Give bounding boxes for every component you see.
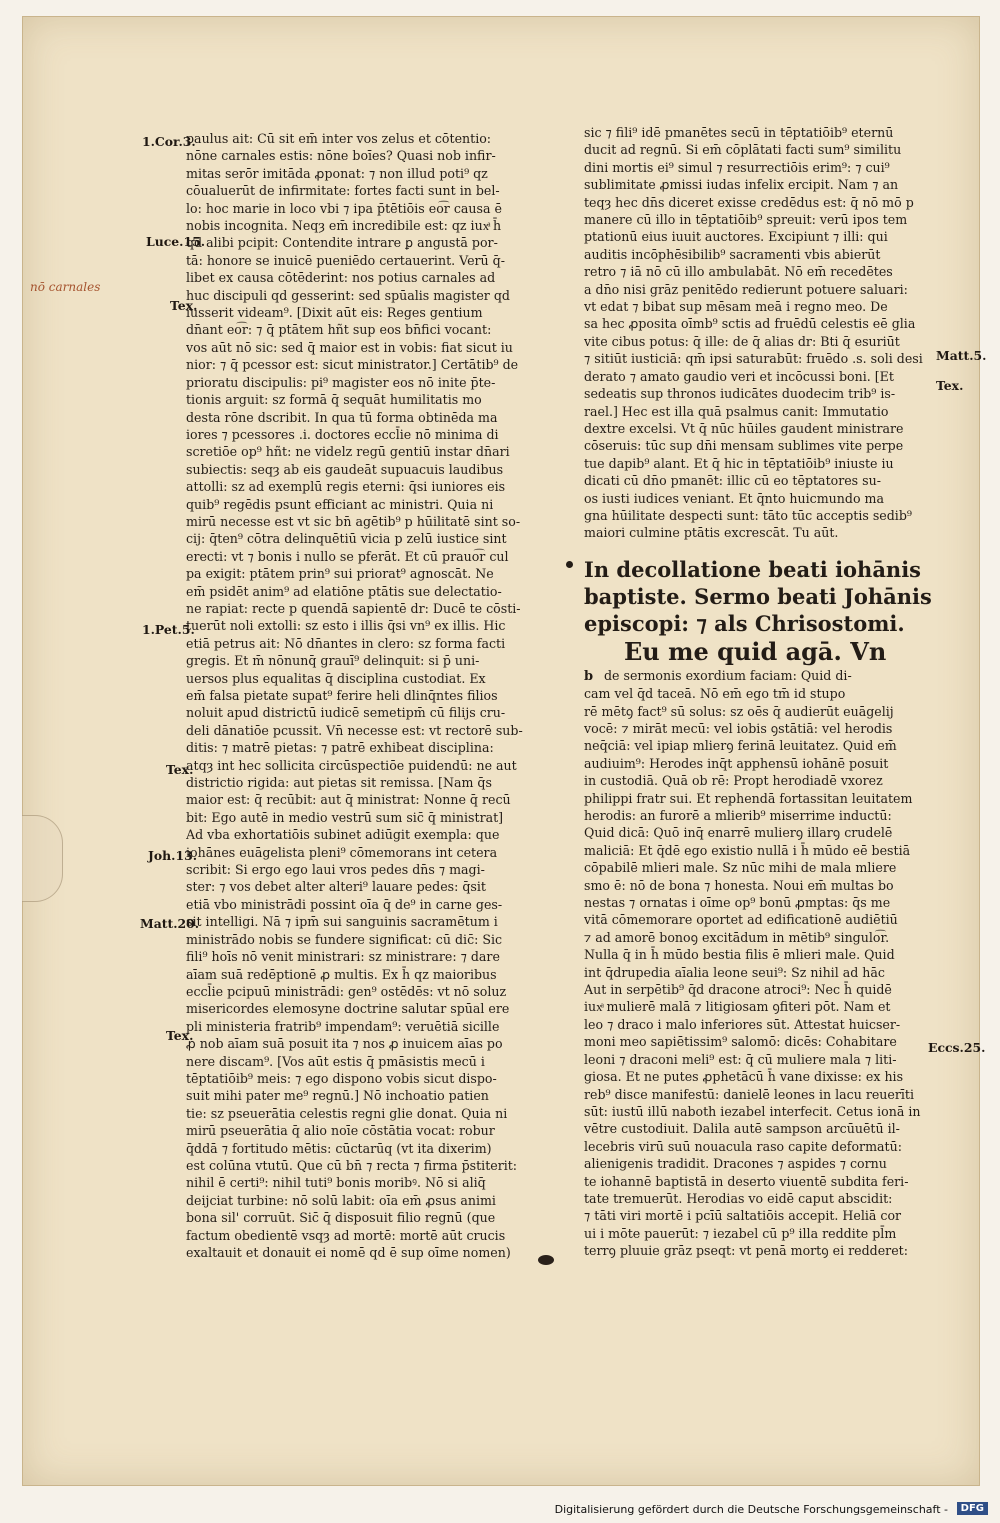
margin-reference-lm5: Tex. [166, 762, 194, 777]
text-line-content: giosa. Et ne putes ꝓphetācū h̄ vane dixisse: ex his [584, 1069, 904, 1085]
text-line-content: cōpabilē mlieri male. Sz nūc mihi de mala mliere [584, 860, 897, 876]
text-line: qd alibi pcipit: Contendite intrare ꝑ angustā por- [186, 235, 498, 251]
text-line [584, 1016, 944, 1033]
text-line: ditis: ⁊ matrē pietas: ⁊ patrē exhibeat disciplina: [186, 740, 494, 756]
text-line-content: de sermonis exordium faciam: Quid di- [604, 667, 852, 683]
bleed-through-header [210, 82, 970, 110]
text-line [584, 929, 944, 946]
text-line: huc discipuli qd gesserint: sed spūalis magister qd [186, 287, 510, 303]
text-line [584, 807, 944, 824]
paragraph-bullet [566, 561, 573, 568]
text-line: dicati cū dn̄o pmanēt: illic cū eo tēptatores su- [584, 473, 881, 489]
text-line-content: Quid dicā: Quō inq̄ enarrē mulierꝯ illarꝯ crudelē [584, 825, 893, 841]
text-line: eccl̄ie pcipuū ministrādi: gen⁹ ostēdēs: vt nō soluz [186, 983, 507, 999]
text-line [584, 703, 944, 720]
margin-reference-lm7: Matt.20. [140, 916, 200, 931]
text-line: ministrādo nobis se fundere significat: cū dic̄: Sic [186, 931, 503, 947]
margin-reference-lm6: Joh.13. [148, 848, 198, 863]
text-line: gregis. Et m̄ nōnunq̄ grauī⁹ delinquit: si p̄ uni- [186, 653, 480, 669]
text-line-content: leoni ⁊ draconi meli⁹ est: q̄ cū muliere mala ⁊ liti- [584, 1051, 897, 1067]
text-line: quib⁹ regēdis psunt efficiant ac ministri. Quia ni [186, 496, 494, 512]
page-clip-shadow [22, 815, 63, 902]
margin-reference-rm1: Matt.5. [936, 348, 987, 363]
text-line: sublimitate ꝓmissi iudas infelix ercipit. Nam ⁊ an [584, 177, 899, 193]
text-line: vt edat ⁊ bibat sup mēsam meā i regno meo. De [584, 299, 888, 315]
text-line: episcopi: ⁊ als Chrisostomi. [584, 610, 905, 636]
drop-letter: b [584, 668, 594, 684]
text-line-content: neq̄ciā: vel ipiap mlierꝯ ferinā leuitatez. Quid em̄ [584, 738, 897, 754]
margin-reference-lm3: Tex. [170, 298, 198, 313]
text-line: dn̄ant eo͡r: ⁊ q̄ ptātem hñt sup eos bn̄fici vocant: [186, 322, 492, 338]
text-line: a dn̄o nisi grāz penitēdo redierunt potuere saluari: [584, 281, 908, 297]
text-line-content: herodis: an furorē a mlierib⁹ miserrime inductū: [584, 808, 892, 823]
text-line: scribit: Si ergo ego laui vros pedes dn̄s ⁊ magi- [186, 862, 485, 878]
text-line: baptiste. Sermo beati Johānis [584, 583, 932, 609]
left-text-column [186, 130, 562, 1261]
text-line [584, 946, 944, 963]
text-line [584, 981, 944, 998]
text-line: vos aūt nō sic: sed q̄ maior est in vobis: fiat sicut iu [186, 339, 513, 355]
text-line: deli dānatiōe pcussit. Vn̄ necesse est: vt rectorē sub- [186, 722, 523, 738]
text-line: districtio rigida: aut pietas sit remissa. [Nam q̄s [186, 775, 492, 791]
text-line: attolli: sz ad exemplū regis eterni: q̄si iuniores eis [186, 479, 506, 495]
text-line: noluit apud districtū iudicē semetipm̄ cū filijs cru- [186, 705, 506, 721]
sermon-heading [584, 556, 944, 637]
handwritten-marginal-note: nō carnales [30, 280, 101, 294]
text-line [584, 859, 944, 876]
text-line [584, 685, 944, 702]
text-line [584, 1242, 944, 1259]
text-line-content: in custodiā. Quā ob rē: Propt herodiadē vxorez [584, 773, 883, 789]
text-line: nior: ⁊ q̄ pcessor est: sicut ministrator.] Certātib⁹ de [186, 357, 519, 373]
text-line [584, 1051, 944, 1068]
text-line-content: leo ⁊ draco i malo inferiores sūt. Attestat huicser- [584, 1016, 901, 1032]
text-line-content: te iohannē baptistā in deserto viuentē subdita feri- [584, 1173, 909, 1189]
text-line-content: ⁊ tāti viri mortē i pcīū saltatiōis accepit. Heliā cor [584, 1208, 902, 1224]
margin-reference-lm8: Tex. [166, 1028, 194, 1043]
text-line-content: lecebris virū suū nouacula raso capite deformatū: [584, 1138, 902, 1154]
text-line: manere cū illo in tēptatiōib⁹ spreuit: verū ipos tem [584, 212, 908, 228]
text-line: cōseruis: tūc sup dn̄i mensam sublimes vite perpe [584, 438, 904, 454]
text-line [584, 1173, 944, 1190]
text-line: iohānes euāgelista pleni⁹ cōmemorans int cetera [186, 844, 498, 860]
text-line-content: vētre custodiuit. Dalila autē sampson arcūuētū il- [584, 1121, 900, 1137]
text-line: scretiōe op⁹ hñt: ne videlz regū gentiū instar dn̄ari [186, 444, 510, 460]
margin-reference-rm3: Eccs.25. [928, 1040, 986, 1055]
text-line: ducit ad regnū. Si em̄ cōplātati facti sum⁹ similitu [584, 142, 902, 158]
sermon-incipit: Eu me quid agā. Vn [624, 636, 887, 666]
text-line: dini mortis ei⁹ simul ⁊ resurrectiōis erim⁹: ⁊ cui⁹ [584, 159, 890, 175]
text-line: libet ex causa cōtēderint: nos potius carnales ad [186, 270, 496, 286]
text-line [584, 1190, 944, 1207]
text-line: uersos plus equalitas q̄ disciplina custodiat. Ex [186, 670, 486, 686]
text-line-content: reb⁹ disce manifestū: danielē leones in lacu reuerīti [584, 1086, 914, 1102]
text-line [584, 877, 944, 894]
text-line [584, 1225, 944, 1242]
text-line-content: vitā cōmemorare oportet ad edificationē audiētiū [584, 912, 898, 928]
text-line: ⁊ sitiūt iusticiā: qm̄ ipsi saturabūt: fruēdo .s. soli desi [584, 351, 923, 367]
right-text-column [584, 124, 944, 1260]
text-line: lo: hoc marie in loco vbi ⁊ ipa p̄tētiōis eo͡r causa ē [186, 200, 502, 216]
text-line [584, 755, 944, 772]
text-line-content: philippi fratr sui. Et rephendā fortassitan leuitatem [584, 790, 913, 806]
text-line: tā: honore se inuicē pueniēdo certauerint. Verū q̄- [186, 252, 505, 268]
text-line: Ad vba exhortatiōis subinet adiūgit exempla: que [186, 827, 500, 843]
sermon-body [584, 667, 944, 1260]
text-line-content: cam vel q̄d taceā. Nō em̄ ego tm̄ id stupo [584, 686, 846, 702]
text-line: ptationū eius iuuit auctores. Excipiunt ⁊ illi: qui [584, 229, 888, 245]
text-line: In decollatione beati iohānis [584, 556, 921, 582]
text-line: mirū pseuerātia q̄ alio noīe cōstātia vocat: robur [186, 1123, 495, 1139]
text-line [584, 1086, 944, 1103]
text-line: est colūna vtutū. Que cū bn̄ ⁊ recta ⁊ firma p̄stiterit: [186, 1157, 518, 1173]
margin-reference-lm4: 1.Pet.5. [142, 622, 195, 637]
text-line: maior est: q̄ recūbit: aut q̄ ministrat: Nonne q̄ recū [186, 792, 511, 808]
text-line-content: Nulla q̄ in h̄ mūdo bestia filis ē mlieri male. Quid [584, 947, 895, 963]
text-line [584, 667, 944, 685]
text-line: iores ⁊ pcessores .i. doctores eccl̄ie nō minima di [186, 426, 499, 442]
text-line [584, 1138, 944, 1155]
ink-blot [538, 1255, 554, 1265]
text-line: os iusti iudices veniant. Et q̄nto huicmundo ma [584, 490, 884, 506]
text-line: tuerūt noli extolli: sz esto i illis q̄si vn⁹ ex illis. Hic [186, 618, 506, 634]
text-line-content: sūt: iustū illū naboth iezabel interfecit. Cetus ionā in [584, 1103, 921, 1119]
footer-credit-text: Digitalisierung gefördert durch die Deutsche Forschungsgemeinschaft - [554, 1503, 948, 1516]
text-line: factum obedientē vsqȝ ad mortē: mortē aūt crucis [186, 1227, 506, 1243]
margin-reference-lm1: 1.Cor.3. [142, 134, 196, 149]
text-line-content: maliciā: Et q̄dē ego existio nullā i h̄ mūdo eē bestiā [584, 842, 911, 858]
text-line [584, 1155, 944, 1172]
text-line-content: alienigenis tradidit. Dracones ⁊ aspides ⁊ cornu [584, 1156, 887, 1172]
text-line: vite cibus potus: q̄ ille: de q̄ alias dr: Bti q̄ esuriūt [584, 333, 900, 349]
text-line: sedeatis sup thronos iudicātes duodecim trib⁹ is- [584, 386, 896, 402]
text-line: maiori culmine ptātis excrescāt. Tu aūt. [584, 525, 839, 541]
text-line-content: nestas ⁊ ornatas i oīme op⁹ bonū ꝓmptas: q̄s me [584, 895, 891, 911]
text-line: em̄ psidēt anim⁹ ad elatiōne ptātis sue delectatio- [186, 583, 502, 599]
text-line: tēptatiōib⁹ meis: ⁊ ego dispono vobis sicut dispo- [186, 1070, 497, 1086]
text-line: sit intelligi. Nā ⁊ ipm̄ sui sanguinis sacramētum i [186, 914, 498, 930]
text-line: auditis incōphēsibilib⁹ sacramenti vbis abierūt [584, 246, 881, 262]
text-line [584, 720, 944, 737]
text-line [584, 911, 944, 928]
text-line: desta rōne dscribit. In qua tū forma obtinēda ma [186, 409, 498, 425]
text-line [584, 737, 944, 754]
text-line-content: vocē: ⁊ mirāt mecū: vel iobis ꝯstātiā: vel herodis [584, 720, 893, 736]
text-line: cij: q̄ten⁹ cōtra delinquētiū vicia p zelū iustice sint [186, 531, 507, 547]
text-line [584, 1033, 944, 1050]
text-line: nobis incognita. Neqȝ em̄ incredibile est: qz iuxͣ h̄ [186, 218, 502, 234]
text-line-content: audiuim⁹: Herodes inq̄t apphensū iohānē posuit [584, 755, 889, 771]
text-line: aīam suā redēptionē ꝓ multis. Ex h̄ qz maioribus [186, 966, 497, 982]
text-line-content: terrꝯ pluuie grāz pseqt: vt penā mortꝯ ei redderet: [584, 1243, 908, 1259]
text-line [584, 1068, 944, 1085]
text-line [584, 1207, 944, 1224]
text-line [584, 964, 944, 981]
right-column-body [584, 124, 944, 542]
text-line: paulus ait: Cū sit em̄ inter vos zelus et cōtentio: [186, 131, 492, 146]
margin-reference-lm2: Luce.15. [146, 234, 206, 249]
text-line: tionis arguit: sz formā q̄ sequāt humilitatis mo [186, 392, 482, 408]
text-line: ne rapiat: recte p quendā sapientē dr: Ducē te cōsti- [186, 600, 521, 616]
text-line: tue dapib⁹ alant. Et q̄ hic in tēptatiōib⁹ iniuste iu [584, 455, 894, 471]
text-line [584, 790, 944, 807]
text-line: pli ministeria fratrib⁹ impendam⁹: veruētiā sicille [186, 1018, 500, 1034]
text-line-content: iuxͣ mulierē malā ⁊ litigiosam ꝯfiteri pōt. Nam et [584, 999, 891, 1015]
text-line: sic ⁊ fili⁹ idē pmanētes secū in tēptatiōib⁹ eternū [584, 125, 894, 140]
text-line: derato ⁊ amato gaudio veri et incōcussi boni. [Et [584, 368, 894, 384]
text-line: nere discam⁹. [Vos aūt estis q̄ pmāsistis mecū i [186, 1053, 485, 1069]
text-line: subiectis: seqȝ ab eis gaudeāt supuacuis laudibus [186, 461, 504, 477]
text-line: suit mihi pater me⁹ regnū.] Nō inchoatio patien [186, 1088, 489, 1104]
text-line: etiā vbo ministrādi possint oīa q̄ de⁹ in carne ges- [186, 896, 503, 912]
text-line: erecti: vt ⁊ bonis i nullo se pferāt. Et cū prauo͡r cul [186, 548, 509, 564]
text-line: misericordes elemosyne doctrine salutar spūal ere [186, 1001, 510, 1017]
text-line: gna hūilitate despecti sunt: tāto tūc acceptis sedib⁹ [584, 507, 912, 523]
text-line-content: rē mētꝯ fact⁹ sū solus: sz oēs q̄ audierūt euāgelij [584, 703, 894, 719]
text-line: ꝓ nob aīam suā posuit ita ⁊ nos ꝓ inuicem aīas po [186, 1036, 503, 1052]
text-line: nihil ē certi⁹: nihil tuti⁹ bonis moribꝰ. Nō si aliq̄ [186, 1175, 486, 1191]
text-line [584, 894, 944, 911]
text-line: q̄ddā ⁊ fortitudo mētis: cūctarūq (vt ita dixerim) [186, 1140, 492, 1156]
text-line-content: ⁊ ad amorē bonoꝯ excitādum in mētib⁹ singulo͡r. [584, 929, 890, 945]
text-line-content: int q̄drupedia aīalia leone seui⁹: Sz nihil ad hāc [584, 964, 885, 980]
text-line: ster: ⁊ vos debet alter alteri⁹ lauare pedes: q̄sit [186, 879, 486, 895]
text-line: sa hec ꝓposita oīmb⁹ sctis ad fruēdū celestis eē glia [584, 316, 916, 332]
text-line [584, 772, 944, 789]
text-line-content: Aut in serpētib⁹ q̄d dracone atroci⁹: Nec h̄ quidē [584, 982, 892, 998]
text-line [584, 1103, 944, 1120]
text-line: teqȝ hec dn̄s diceret exisse credēdus est: q̄ nō mō p [584, 194, 914, 210]
text-line: atqȝ int hec sollicita circūspectiōe puidendū: ne aut [186, 757, 517, 773]
footer-bar [0, 1490, 1000, 1523]
text-line: bit: Ego autē in medio vestrū sum sic̄ q̄ ministrat] [186, 809, 504, 825]
text-line: mirū necesse est vt sic bn̄ agētib⁹ p hūilitatē sint so- [186, 513, 521, 529]
text-line: etiā petrus ait: Nō dn̄antes in clero: sz forma facti [186, 635, 506, 651]
text-line: dextre excelsi. Vt q̄ nūc hūiles gaudent ministrare [584, 420, 904, 436]
text-line [584, 824, 944, 841]
text-line [584, 998, 944, 1015]
text-line: tie: sz pseuerātia celestis regni glie donat. Quia ni [186, 1105, 508, 1121]
text-line: exaltauit et donauit ei nomē qd ē sup oīme nomen) [186, 1245, 511, 1260]
dfg-logo: DFG [957, 1502, 988, 1515]
text-line-content: tate tremuerūt. Herodias vo eidē caput abscidit: [584, 1190, 893, 1206]
text-line: rael.] Hec est illa quā psalmus canit: Immutatio [584, 403, 889, 419]
text-line: pa exigit: ptātem prin⁹ sui priorat⁹ agnoscāt. Ne [186, 566, 494, 582]
text-line: mitas serōr imitāda ꝓponat: ⁊ non illud poti⁹ qz [186, 165, 488, 181]
text-line: fili⁹ hoīs nō venit ministrari: sz ministrare: ⁊ dare [186, 949, 500, 965]
text-line-content: moni meo sapiētissim⁹ salomō: dicēs: Cohabitare [584, 1034, 897, 1050]
text-line-content: smo ē: nō de bona ⁊ honesta. Noui em̄ multas bo [584, 877, 894, 893]
text-line [584, 1120, 944, 1137]
text-line: nōne carnales estis: nōne boīes? Quasi nob infir- [186, 148, 496, 164]
text-line: cōualuerūt de infirmitate: fortes facti sunt in bel- [186, 183, 500, 199]
text-line: bona sil' corruūt. Sic̄ q̄ disposuit filio regnū (que [186, 1210, 496, 1226]
text-line: iusserit videam⁹. [Dixit aūt eis: Reges gentium [186, 305, 483, 321]
text-line: prioratu discipulis: pi⁹ magister eos nō inite p̄te- [186, 374, 496, 390]
text-line: retro ⁊ iā nō cū illo ambulabāt. Nō em̄ recedētes [584, 264, 893, 280]
text-line [584, 842, 944, 859]
margin-reference-rm2: Tex. [936, 378, 964, 393]
text-line: em̄ falsa pietate supat⁹ ferire heli dlinq̄ntes filios [186, 688, 498, 703]
text-line-content: ui i mōte pauerūt: ⁊ iezabel cū p⁹ illa reddite pl̄m [584, 1225, 897, 1241]
text-line: deijciat turbine: nō solū labit: oīa em̄ ꝓsus animi [186, 1192, 496, 1208]
